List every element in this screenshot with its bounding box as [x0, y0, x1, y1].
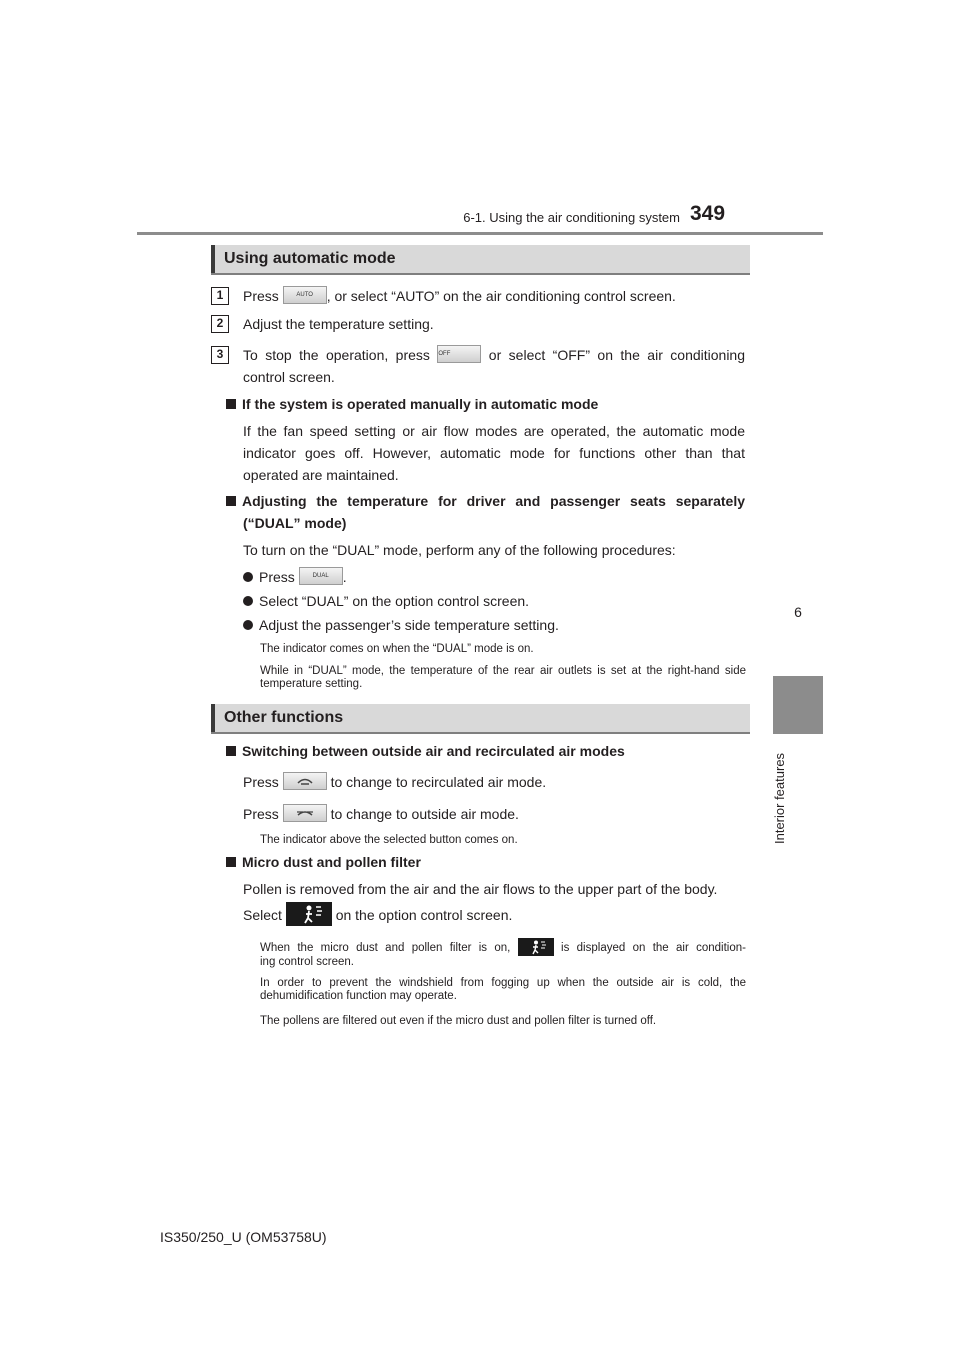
- dual-note-1: The indicator comes on when the “DUAL” mode is on.: [260, 643, 534, 655]
- outside-air-button-icon: [283, 804, 327, 822]
- step-1-post: , or select “AUTO” on the air conditioning control screen.: [326, 288, 676, 304]
- pollen-filter-indicator-icon: [518, 938, 554, 956]
- filter-note-1-post: is displayed on the air condition-: [561, 942, 746, 955]
- dual-bullet-2-text: Select “DUAL” on the option control screen.: [259, 593, 530, 609]
- recirc-pre: Press: [243, 774, 279, 790]
- page-number: 349: [690, 202, 726, 225]
- dual-bullet-1-pre: Press: [259, 569, 295, 585]
- dual-bullet-2: [243, 590, 529, 612]
- step-3-line-1: [243, 344, 745, 366]
- filter-select-line: [243, 904, 512, 928]
- step-3-post: or select “OFF” on the air conditioning: [488, 347, 746, 363]
- section-title: Using automatic mode: [224, 250, 396, 267]
- filter-select-post: on the option control screen.: [335, 907, 513, 923]
- subheading-filter-text: Micro dust and pollen filter: [242, 854, 421, 870]
- section-header-other: [211, 704, 750, 734]
- chapter-label-container: [766, 744, 796, 844]
- subheading-switch: [226, 740, 625, 762]
- square-bullet-icon: [226, 496, 236, 506]
- filter-note-1-line-2: ing control screen.: [260, 956, 354, 968]
- subheading-manual-text: If the system is operated manually in automatic mode: [242, 396, 599, 412]
- step-2-text: Adjust the temperature setting.: [243, 316, 434, 332]
- dual-intro: To turn on the “DUAL” mode, perform any of the following procedures:: [243, 542, 676, 558]
- chapter-number: 6: [794, 604, 802, 620]
- section-header-automatic: [211, 245, 750, 275]
- step-1-pre: Press: [243, 288, 279, 304]
- auto-button-icon: AUTO: [283, 286, 327, 304]
- subheading-switch-text: Switching between outside air and recirculated air modes: [242, 743, 625, 759]
- recirc-post: to change to recirculated air mode.: [330, 774, 547, 790]
- manual-paragraph: If the fan speed setting or air flow modes are operated, the automatic mode indicator goes off. However, automatic mode for functions other than that operated are maintained.: [243, 423, 745, 483]
- square-bullet-icon: [226, 857, 236, 867]
- off-button-icon: OFF: [437, 345, 481, 363]
- section-title: Other functions: [224, 709, 344, 726]
- step-number: 1: [211, 287, 229, 305]
- step-number: 2: [211, 315, 229, 333]
- dual-bullet-3: [243, 614, 559, 636]
- round-bullet-icon: [243, 620, 253, 630]
- outside-line: [243, 803, 519, 825]
- outside-post: to change to outside air mode.: [330, 806, 519, 822]
- model-code: IS350/250_U (OM53758U): [160, 1229, 327, 1245]
- chapter-tab: [773, 676, 823, 734]
- chapter-label: Interior features: [772, 752, 787, 844]
- dual-bullet-3-text: Adjust the passenger’s side temperature setting.: [259, 617, 559, 633]
- header-rule: [137, 232, 823, 235]
- filter-note-1-pre: When the micro dust and pollen filter is on,: [260, 942, 511, 955]
- filter-note-1: [260, 939, 746, 957]
- dual-bullet-1-post: .: [342, 569, 347, 585]
- square-bullet-icon: [226, 399, 236, 409]
- square-bullet-icon: [226, 746, 236, 756]
- subheading-filter: [226, 851, 421, 873]
- recirc-line: [243, 771, 546, 793]
- step-1-text: [243, 285, 676, 307]
- dual-button-icon: DUAL: [299, 567, 343, 585]
- round-bullet-icon: [243, 572, 253, 582]
- step-3-pre: To stop the operation, press: [243, 347, 430, 363]
- dual-bullet-1: [243, 566, 347, 588]
- dual-note-2: While in “DUAL” mode, the temperature of the rear air outlets is set at the right-hand side temperature setting.: [260, 665, 746, 690]
- filter-note-3: The pollens are filtered out even if the micro dust and pollen filter is turned off.: [260, 1015, 657, 1027]
- subheading-manual: [226, 393, 598, 415]
- pollen-filter-icon: [286, 902, 332, 926]
- round-bullet-icon: [243, 596, 253, 606]
- outside-pre: Press: [243, 806, 279, 822]
- subheading-dual-text-1: Adjusting the temperature for driver and passenger seats separately: [242, 493, 745, 509]
- step-3-line-2: control screen.: [243, 369, 335, 385]
- switch-note: The indicator above the selected button comes on.: [260, 834, 518, 846]
- running-header: 6-1. Using the air conditioning system: [463, 210, 680, 225]
- filter-note-2: In order to prevent the windshield from fogging up when the outside air is cold, the dehumidification function may operate.: [260, 977, 746, 1002]
- subheading-dual-line-2: (“DUAL” mode): [243, 515, 347, 531]
- filter-text: Pollen is removed from the air and the air flows to the upper part of the body.: [243, 881, 718, 897]
- step-number: 3: [211, 346, 229, 364]
- subheading-dual: [226, 490, 745, 512]
- filter-select-pre: Select: [243, 907, 282, 923]
- recirculated-air-button-icon: [283, 772, 327, 790]
